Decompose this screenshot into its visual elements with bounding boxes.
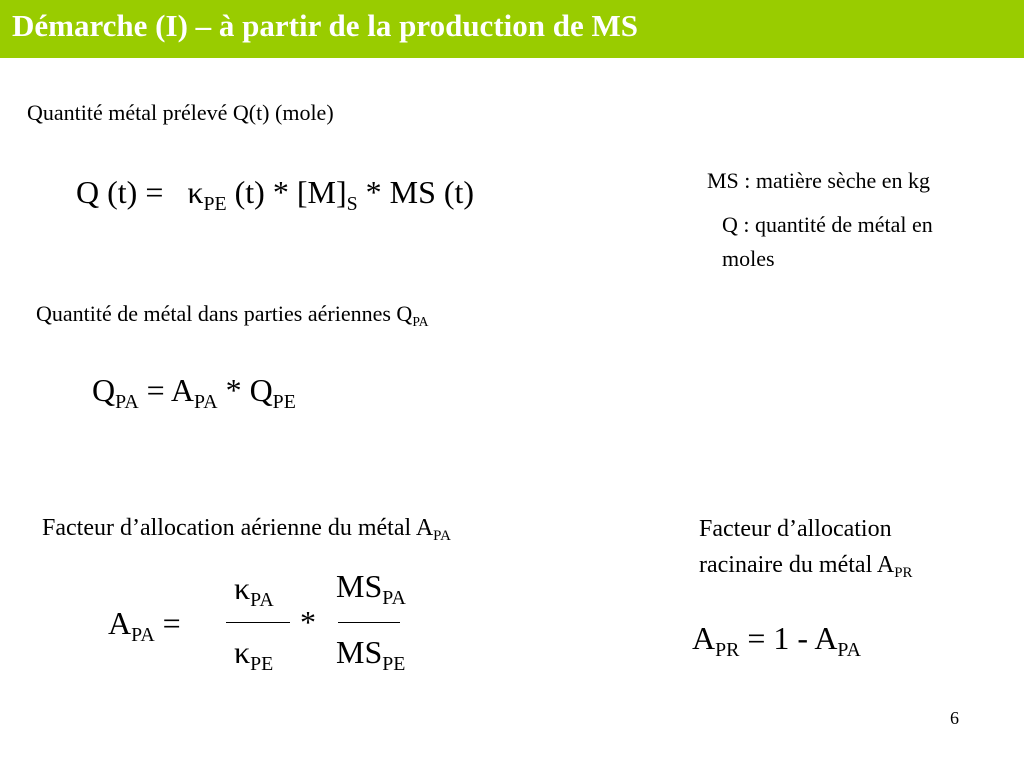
- fraction-ms-denominator: [336, 634, 406, 675]
- formula-q-pa: [92, 372, 296, 413]
- legend-q-definition-line1: Q : quantité de métal en: [722, 212, 933, 237]
- kappa-num-sub: PA: [250, 588, 274, 611]
- section2-label-text: Quantité de métal dans parties aériennes Q: [36, 301, 413, 326]
- formula-q-pa-times: * Q: [217, 372, 273, 408]
- formula-a-pa-lhs: [108, 605, 181, 646]
- fraction-times-sign: *: [300, 604, 316, 640]
- section1-label: Quantité métal prélevé Q(t) (mole): [27, 100, 334, 125]
- slide-title: Démarche (I) – à partir de la production de MS: [12, 8, 638, 43]
- kappa-den-symbol: κ: [234, 634, 251, 670]
- formula-q-pa-q-sub: PA: [115, 390, 139, 413]
- formula-q-t-middle: (t) * [M]: [226, 174, 347, 210]
- formula-q-t-kappa: κ: [187, 174, 204, 210]
- ms-den-text: MS: [336, 634, 383, 670]
- fraction-kappa-denominator: [234, 634, 274, 675]
- formula-q-t: [76, 174, 475, 215]
- formula-a-pr-mid: = 1 - A: [739, 620, 838, 656]
- formula-q-pa-a-sub: PA: [194, 390, 218, 413]
- fraction-ms-numerator: [336, 568, 406, 609]
- formula-q-pa-q2-sub: PE: [272, 390, 296, 413]
- section4-label-line2: [699, 552, 913, 582]
- kappa-den-sub: PE: [250, 652, 274, 675]
- formula-a-pa-a-sub: PA: [131, 623, 155, 646]
- page-number: 6: [950, 708, 959, 728]
- title-bar: [0, 0, 1024, 58]
- section4-label-sub: PR: [894, 565, 913, 582]
- legend-q-definition-line2: moles: [722, 246, 775, 271]
- section4-label-line1: Facteur d’allocation: [699, 516, 892, 542]
- ms-num-text: MS: [336, 568, 383, 604]
- fraction-kappa-numerator: [234, 570, 274, 611]
- section3-label: [42, 515, 451, 545]
- formula-a-pr-a-sub: PR: [715, 638, 740, 661]
- formula-a-pr: [692, 620, 861, 661]
- formula-q-t-lhs: Q (t) =: [76, 174, 164, 210]
- formula-q-t-m-sub: S: [346, 192, 358, 215]
- section2-label-sub: PA: [412, 313, 429, 329]
- ms-den-sub: PE: [382, 652, 406, 675]
- section4-label-text: racinaire du métal A: [699, 552, 895, 578]
- formula-a-pa-a: A: [108, 605, 132, 641]
- kappa-num-symbol: κ: [234, 570, 251, 606]
- formula-a-pr-rhs-sub: PA: [837, 638, 861, 661]
- formula-a-pr-a: A: [692, 620, 716, 656]
- fraction-ms-bar: [338, 622, 400, 623]
- ms-num-sub: PA: [382, 586, 406, 609]
- section2-label: [36, 301, 428, 327]
- formula-q-pa-eq: = A: [138, 372, 195, 408]
- formula-a-pa-eq: =: [154, 605, 181, 641]
- legend-ms-definition: MS : matière sèche en kg: [707, 168, 930, 193]
- formula-q-t-kappa-sub: PE: [203, 192, 227, 215]
- section3-label-sub: PA: [433, 528, 451, 545]
- section3-label-text: Facteur d’allocation aérienne du métal A: [42, 515, 434, 541]
- fraction-kappa-bar: [226, 622, 290, 623]
- formula-q-pa-q: Q: [92, 372, 116, 408]
- formula-q-t-tail: * MS (t): [357, 174, 475, 210]
